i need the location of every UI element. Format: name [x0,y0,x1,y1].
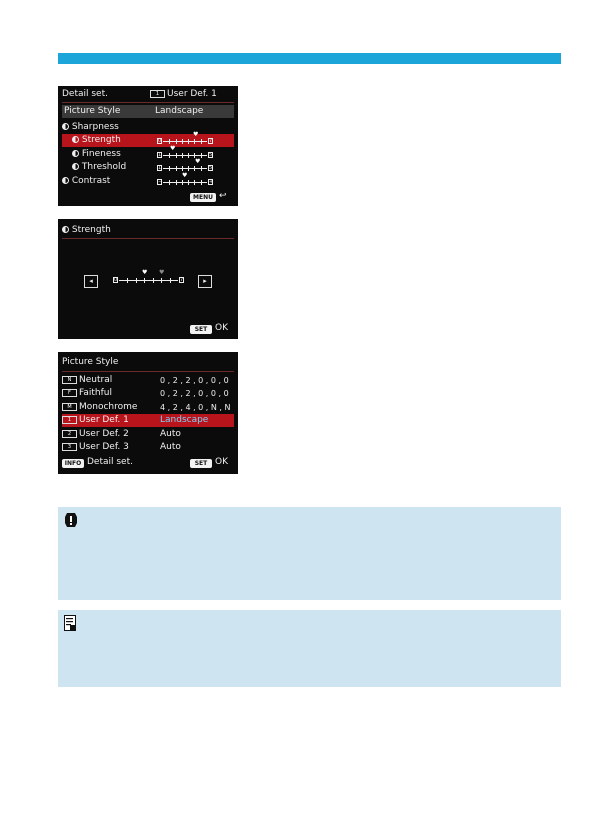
style-row-monochrome[interactable]: M Monochrome 4 , 2 , 4 , 0 , N , N [62,401,234,414]
scale-tick [201,166,202,171]
user-def-1-icon: 1 [62,416,77,424]
menu-item-contrast[interactable]: Contrast − + ♥ [62,175,234,188]
scale-tick [176,153,177,158]
monochrome-style-icon: M [62,403,77,411]
default-marker-icon: ♥ [159,269,165,276]
scale-tick [169,153,170,158]
style-row-neutral[interactable]: N Neutral 0 , 2 , 2 , 0 , 0 , 0 [62,374,234,387]
scale-tick [182,180,183,185]
section-header-bar [58,53,561,64]
style-row-user-def-2[interactable]: 2 User Def. 2 Auto [62,428,234,441]
scale-tick [169,180,170,185]
scale-tick [188,153,189,158]
back-icon[interactable]: ↩ [219,191,227,201]
right-arrow-button[interactable]: ▸ [198,275,212,288]
scale-tick [182,139,183,144]
faithful-style-icon: F [62,389,77,397]
caution-icon [64,512,78,528]
scale-tick [182,166,183,171]
default-marker-icon: ♥ [182,172,188,179]
ok-label: OK [215,457,228,467]
strength-scale: 0 7 ♥ [158,131,213,144]
caution-box [58,507,561,600]
detail-header [62,88,234,101]
detail-title: Detail set. [62,89,108,99]
default-marker-icon: ♥ [170,145,176,152]
scale-tick [170,278,171,283]
scale-tick [188,139,189,144]
picture-style-header: Picture Style [62,357,119,367]
strength-icon [62,226,69,233]
scale-tick [176,139,177,144]
scale-tick [194,139,195,144]
scale-tick [188,180,189,185]
ok-label: OK [215,323,228,333]
menu-item-threshold[interactable]: Threshold 1 5 ♥ [62,161,234,174]
detail-settings-screen [58,86,238,206]
left-arrow-button[interactable]: ◂ [84,275,98,288]
menu-item-strength[interactable]: Strength 0 7 ♥ [62,134,234,147]
set-button[interactable]: SET [190,459,212,468]
default-marker-icon: ♥ [195,158,201,165]
scale-tick [188,166,189,171]
menu-button[interactable]: MENU [190,193,216,202]
user-def-label: 1 User Def. 1 [150,88,217,101]
scale-tick [144,278,145,283]
contrast-icon [62,177,69,184]
default-marker-icon: ♥ [193,131,199,138]
neutral-style-icon: N [62,376,77,384]
style-row-faithful[interactable]: F Faithful 0 , 2 , 2 , 0 , 0 , 0 [62,387,234,400]
menu-item-sharpness[interactable]: Sharpness [62,121,234,134]
menu-item-fineness[interactable]: Fineness 1 5 ♥ [62,148,234,161]
scale-tick [169,139,170,144]
scale-tick [182,153,183,158]
contrast-scale: − + ♥ [158,172,214,185]
user-def-icon: 1 [150,90,165,98]
scale-tick [194,180,195,185]
picture-style-screen [58,352,238,474]
note-icon [64,615,76,632]
scale-tick [194,166,195,171]
user-def-3-icon: 3 [62,443,77,451]
scale-tick [169,166,170,171]
threshold-icon [72,163,79,170]
scale-tick [201,139,202,144]
picture-style-row: Picture Style Landscape [62,105,234,118]
current-value-marker-icon: ♥ [142,269,148,276]
note-box [58,610,561,687]
fineness-scale: 1 5 ♥ [158,145,213,158]
scale-tick [176,180,177,185]
sharpness-icon [62,123,69,130]
scale-tick [201,153,202,158]
info-button[interactable]: INFO [62,459,84,468]
set-button[interactable]: SET [190,325,212,334]
user-def-2-icon: 2 [62,430,77,438]
strength-adjust-screen [58,219,238,339]
strength-adjust-scale[interactable]: 0 7 ♥ ♥ [114,269,184,283]
scale-tick [127,278,128,283]
picture-style-value: Landscape [155,106,204,116]
threshold-scale: 1 5 ♥ [158,158,213,171]
scale-tick [136,278,137,283]
detail-set-label: Detail set. [87,457,133,467]
fineness-icon [72,150,79,157]
scale-tick [176,166,177,171]
style-row-user-def-3[interactable]: 3 User Def. 3 Auto [62,441,234,454]
style-row-user-def-1[interactable]: 1 User Def. 1 Landscape [62,414,234,427]
scale-tick [201,180,202,185]
scale-tick [153,278,154,283]
strength-header: Strength [62,224,234,237]
scale-tick [161,278,162,283]
strength-icon [72,136,79,143]
